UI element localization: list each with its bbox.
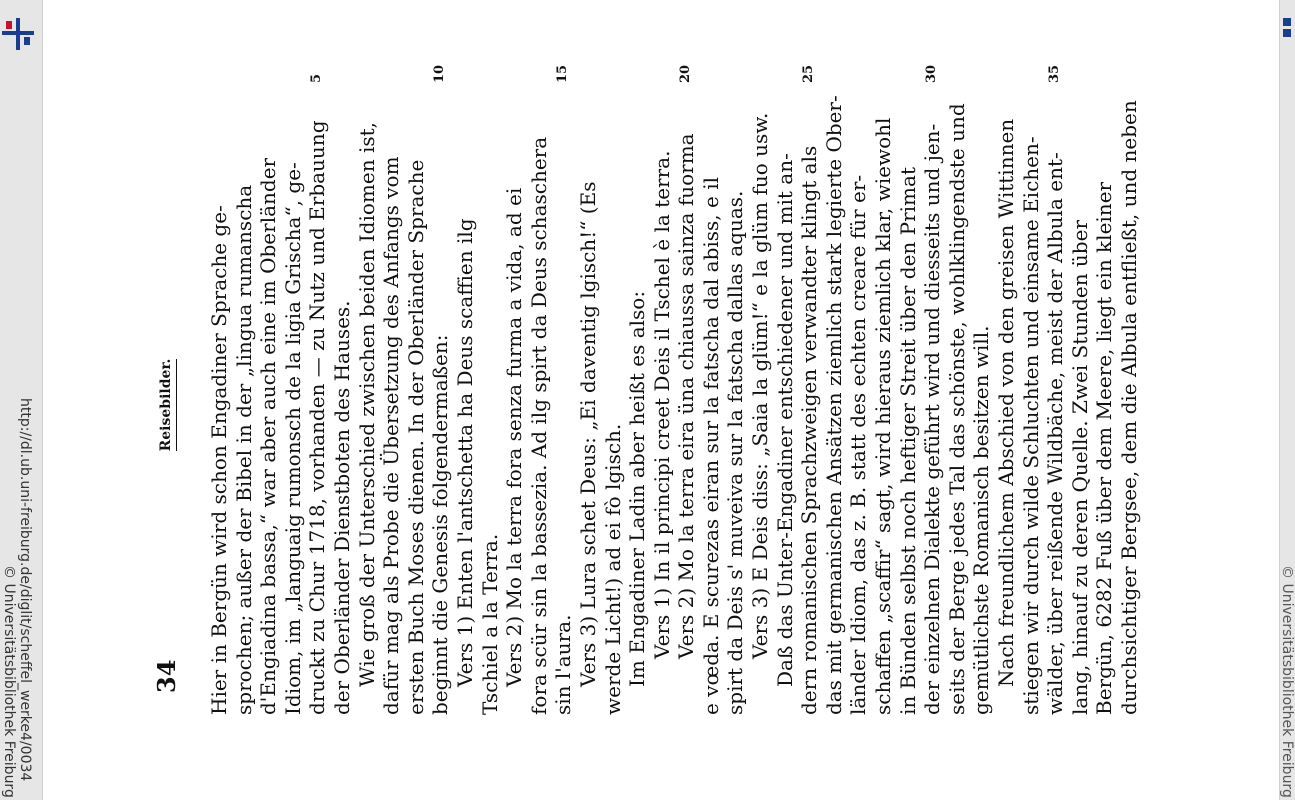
text-line xyxy=(773,95,798,715)
text-line xyxy=(379,95,404,715)
left-copyright: © Universitätsbibliothek Freiburg xyxy=(1,565,17,798)
line-number: 10 xyxy=(432,64,448,83)
text-line xyxy=(1117,95,1142,715)
line-text: in Bünden selbst noch heftiger Streit über den Primat xyxy=(895,167,920,715)
text-line xyxy=(797,64,822,715)
line-number: 20 xyxy=(678,64,694,83)
text-line xyxy=(945,95,970,715)
line-text: seits der Berge jedes Tal das schönste, wohlklingendste und xyxy=(944,103,969,715)
scanned-page xyxy=(152,64,1278,715)
text-line xyxy=(551,64,576,715)
text-line xyxy=(920,64,945,715)
body-text xyxy=(207,64,1142,715)
text-line xyxy=(723,95,748,715)
text-line xyxy=(256,95,281,715)
text-line xyxy=(281,95,306,715)
text-line xyxy=(994,95,1019,715)
line-text: stiegen wir durch wilde Schluchten und einsame Eichen- xyxy=(1018,136,1043,715)
text-line xyxy=(502,95,527,715)
text-line xyxy=(207,95,232,715)
text-line xyxy=(404,95,429,715)
line-text: werde Licht!) ad ei fò lgisch. xyxy=(600,423,625,715)
text-line xyxy=(576,95,601,715)
right-sidebar xyxy=(1279,0,1295,800)
page-header xyxy=(152,95,192,715)
line-text: fora scür sin la bassezia. Ad ilg spirt da Deus schaschera xyxy=(526,136,551,715)
text-line xyxy=(748,95,773,715)
line-number: 35 xyxy=(1047,64,1063,83)
text-line xyxy=(355,95,380,715)
line-text: Nach freundlichem Abschied von den greisen Wittinnen xyxy=(994,118,1018,687)
text-line xyxy=(478,95,503,715)
library-logo-icon xyxy=(2,18,34,50)
line-text: d'Engiadina bassa,“ war aber auch eine im Oberländer xyxy=(256,157,281,715)
text-line xyxy=(674,64,699,715)
line-text: Vers 3) E Deis diss: „Saia la glüm!“ e la glüm fuo usw. xyxy=(748,112,773,659)
right-copyright: © Universitätsbibliothek Freiburg xyxy=(1279,565,1295,798)
line-text: Idiom, im „languaig rumonsch de la ligia Grischa“, ge- xyxy=(280,162,305,715)
text-line xyxy=(1043,64,1068,715)
page-rotated xyxy=(152,64,1278,715)
line-text: dafür mag als Probe die Übersetzung des Anfangs vom xyxy=(379,156,404,715)
line-text: Vers 1) In il principi creet Deis il Tschel è la terra. xyxy=(649,150,674,659)
line-number: 25 xyxy=(801,64,817,83)
text-line xyxy=(699,95,724,715)
line-text: Hier in Bergün wird schon Engadiner Sprache ge- xyxy=(207,205,231,715)
line-text: das mit germanischen Ansätzen ziemlich stark legierte Ober- xyxy=(821,95,846,715)
line-text: wälder, über reißende Wildbäche, meist der Albula ent- xyxy=(1043,152,1068,715)
line-text: Vers 3) Lura schet Deus: „Ei daventig lgisch!“ (Es xyxy=(575,181,600,687)
text-line xyxy=(969,95,994,715)
line-text: Bergün, 6282 Fuß über dem Meere, liegt ein kleiner xyxy=(1092,181,1117,715)
line-text: dern romanischen Sprachzweigen verwandter klingt als xyxy=(797,145,822,715)
text-line xyxy=(1092,95,1117,715)
line-text: beginnt die Genesis folgendermaßen: xyxy=(428,334,453,715)
text-line xyxy=(232,95,257,715)
line-text: der Oberländer Dienstboten des Hauses. xyxy=(329,300,354,715)
text-line xyxy=(871,95,896,715)
line-text: Tschiel a la Terra. xyxy=(477,533,502,715)
left-sidebar xyxy=(0,0,43,800)
line-text: e vœda. E scurezas eiran sur la fatscha dal abiss, e il xyxy=(698,176,723,715)
line-text: durchsichtiger Bergsee, dem die Albula entfließt, und neben xyxy=(1116,100,1141,715)
line-text: Vers 2) Mo la terra eira üna chiaussa sainza fuorma xyxy=(674,133,699,659)
line-text: länder Idiom, das z. B. statt des echten creare für er- xyxy=(846,174,871,715)
line-text: Vers 2) Mo la terra fora senza furma a vida, ad ei xyxy=(502,187,527,687)
text-line xyxy=(625,95,650,715)
page-number: 34 xyxy=(152,659,181,693)
line-number: 5 xyxy=(309,73,325,83)
text-line xyxy=(846,95,871,715)
text-line xyxy=(527,95,552,715)
text-line xyxy=(650,95,675,715)
text-line xyxy=(1068,95,1093,715)
library-logo-icon xyxy=(1283,18,1295,38)
line-text: gemütlichste Romanisch besitzen will. xyxy=(969,325,994,715)
text-line xyxy=(305,73,330,715)
text-line xyxy=(1019,95,1044,715)
line-text: Im Engadiner Ladin aber heißt es also: xyxy=(625,290,650,687)
line-text: sin l'aura. xyxy=(551,614,576,715)
line-text: ersten Buch Moses dienen. In der Oberländer Sprache xyxy=(403,159,428,715)
text-line xyxy=(428,64,453,715)
line-text: Vers 1) Enten l'antschetta ha Deus scaffien ilg xyxy=(452,218,477,687)
text-line xyxy=(601,95,626,715)
source-url[interactable]: http://dl.ub.uni-freiburg.de/diglit/scheffel_werke4/0034 xyxy=(17,398,33,782)
line-number: 15 xyxy=(555,64,571,83)
running-head xyxy=(158,95,174,715)
line-number: 30 xyxy=(924,64,940,83)
text-line xyxy=(896,95,921,715)
line-text: Wie groß der Unterschied zwischen beiden Idiomen ist, xyxy=(354,122,379,687)
line-text: druckt zu Chur 1718, vorhanden — zu Nutz und Erbauung xyxy=(305,120,330,715)
line-text: spirt da Deis s' muveiva sur la fatscha dallas aquas. xyxy=(723,190,748,715)
text-line xyxy=(453,95,478,715)
text-line xyxy=(822,95,847,715)
text-line xyxy=(330,95,355,715)
line-text: schaffen „scaffir“ sagt, wird hieraus ziemlich klar, wiewohl xyxy=(871,117,896,715)
running-head-text: Reisebilder. xyxy=(158,359,177,452)
line-text: lang, hinauf zu deren Quelle. Zwei Stunden über xyxy=(1067,219,1092,715)
line-text: sprochen; außer der Bibel in der „lingua rumanscha xyxy=(231,184,256,715)
line-text: Daß das Unter-Engadiner entschiedener und mit an- xyxy=(772,153,797,687)
line-text: der einzelnen Dialekte geführt wird und diesseits und jen- xyxy=(920,123,945,715)
